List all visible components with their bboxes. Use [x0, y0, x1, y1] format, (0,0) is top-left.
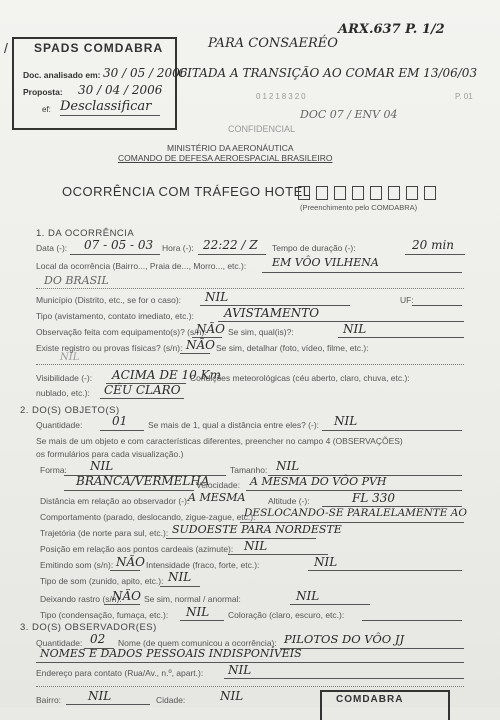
type-label: Tipo (avistamento, contato imediato, etc.): [36, 311, 194, 321]
speed-value: A MESMA DO VÔO PVH [250, 475, 387, 488]
time-label: Hora (-): [162, 243, 194, 253]
multiple-objects-note-cont: os formulários para cada visualização.) [36, 449, 184, 459]
weather-label-cont: nublado, etc.): [36, 388, 90, 398]
uf-label: UF: [400, 295, 414, 305]
evidence-detail-label: Se sim, detalhar (foto, vídeo, filme, etc.): [216, 343, 369, 353]
position-value: NIL [244, 539, 268, 553]
intensity-label: Intensidade (fraco, forte, etc.): [146, 560, 260, 570]
behavior-label: Comportamento (parado, deslocando, zigue-zague, etc.): [40, 512, 256, 522]
stamp-ghost-page: P. 01 [455, 92, 473, 101]
section-3-title: 3. DO(S) OBSERVADOR(ES) [20, 622, 157, 633]
location-value: EM VÔO VILHENA [272, 256, 379, 269]
section-2-title: 2. DO(S) OBJETO(S) [20, 405, 120, 416]
trail-value: NÃO [112, 589, 142, 603]
note-para-consaerea: PARA CONSAERÉO [208, 36, 338, 51]
fill-box-4 [352, 186, 364, 200]
city-value: NIL [220, 689, 244, 703]
fill-box-3 [334, 186, 346, 200]
observers-qty-value: 02 [90, 632, 106, 646]
duration-value: 20 min [412, 238, 455, 252]
quantity-value: 01 [112, 414, 128, 428]
trail-type-value: NIL [296, 589, 320, 603]
neighborhood-label: Bairro: [36, 695, 62, 705]
location-label: Local da ocorrência (Bairro..., Praia de..., Morro..., etc.): [36, 261, 247, 271]
location-value-cont: DO BRASIL [44, 274, 109, 287]
fill-box-5 [370, 186, 382, 200]
archive-reference: ARX.637 P. 1/2 [338, 22, 445, 37]
observer-name-label: Nome (de quem comunicou a ocorrência): [118, 638, 277, 648]
quantity-label: Quantidade: [36, 420, 83, 430]
observer-name-cont: NOMES E DADOS PESSOAIS INDISPONÍVEIS [40, 647, 302, 660]
sound-type-value: NIL [168, 570, 192, 584]
stamp-analyzed-date: 30 / 05 / 2006 [103, 66, 188, 80]
coloring-label: Coloração (claro, escuro, etc.): [228, 610, 345, 620]
municipality-value: NIL [205, 290, 229, 304]
note-doc-envio: DOC 07 / ENV 04 [300, 108, 398, 121]
visibility-label: Visibilidade (-): [36, 373, 93, 383]
time-value: 22:22 / Z [203, 238, 258, 252]
distance-observer-label: Distância em relação ao observador (-): [40, 496, 190, 506]
evidence-label: Existe registro ou provas físicas? (s/n): [36, 343, 183, 353]
speed-label: Velocidade: [196, 480, 240, 490]
bottom-stamp-text: COMDABRA [336, 694, 404, 705]
weather-value: CÉU CLARO [104, 383, 181, 397]
neighborhood-value: NIL [88, 689, 112, 703]
trail-label: Deixando rastro (s/n): [40, 594, 122, 604]
date-value: 07 - 05 - 03 [84, 238, 154, 252]
altitude-value: FL 330 [352, 491, 396, 505]
trail-kind-value: NIL [186, 605, 210, 619]
date-label: Data (-): [36, 243, 68, 253]
stamp-ghost-number: 01218320 [256, 92, 308, 101]
fill-box-7 [406, 186, 418, 200]
fill-box-6 [388, 186, 400, 200]
size-label: Tamanho: [230, 465, 268, 475]
equipment-which-label: Se sim, qual(is)?: [228, 327, 294, 337]
stamp-signature-prefix: ef: [42, 105, 51, 114]
stamp-proposal-date: 30 / 04 / 2006 [78, 83, 163, 97]
distance-observer-value: A MESMA [188, 491, 246, 504]
sound-label: Emitindo som (s/n): [40, 560, 114, 570]
observers-qty-label: Quantidade: [36, 638, 83, 648]
confidential-mark: CONFIDENCIAL [228, 124, 296, 134]
form-title: OCORRÊNCIA COM TRÁFEGO HOTEL [62, 184, 311, 199]
stamp-proposal-label: Proposta: [23, 87, 63, 97]
direction-value: SUDOESTE PARA NORDESTE [172, 523, 342, 536]
equipment-label: Observação feita com equipamento(s)? (s/n): [36, 327, 207, 337]
distance-value: NIL [334, 414, 358, 428]
duration-label: Tempo de duração (-): [272, 243, 356, 253]
color-value: BRANCA/VERMELHA [76, 474, 210, 488]
corner-mark: / [4, 40, 8, 56]
stamp-signature: Desclassificar [60, 99, 152, 114]
equipment-which-value: NIL [343, 322, 367, 336]
city-label: Cidade: [156, 695, 186, 705]
stamp-analyzed-label: Doc. analisado em: [23, 70, 101, 80]
position-label: Posição em relação aos pontos cardeais (azimute): [40, 544, 234, 554]
size-value: NIL [276, 459, 300, 473]
trail-kind-label: Tipo (condensação, fumaça, etc.): [40, 610, 169, 620]
distance-label: Se mais de 1, qual a distância entre eles? (-): [148, 420, 320, 430]
type-value: AVISTAMENTO [224, 306, 320, 320]
evidence-detail-value: NIL [60, 352, 80, 363]
intensity-value: NIL [314, 555, 338, 569]
contact-address-label: Endereço para contato (Rua/Av., n.º, apart.): [36, 668, 204, 678]
stamp-title: SPADS COMDABRA [34, 41, 164, 55]
section-1-title: 1. DA OCORRÊNCIA [36, 228, 135, 239]
behavior-value: DESLOCANDO-SE PARALELAMENTE AO [244, 507, 467, 519]
command-title: COMANDO DE DEFESA AEROESPACIAL BRASILEIRO [118, 153, 333, 163]
direction-label: Trajetória (de norte para sul, etc.): [40, 528, 169, 538]
ministry-title: MINISTÉRIO DA AERONÁUTICA [167, 143, 294, 153]
altitude-label: Altitude (-): [268, 496, 310, 506]
weather-label: Condições meteorológicas (céu aberto, claro, chuva, etc.): [190, 373, 410, 383]
fill-box-2 [316, 186, 328, 200]
note-citada: CITADA A TRANSIÇÃO AO COMAR EM 13/06/03 [178, 66, 478, 80]
fill-box-1 [298, 186, 310, 200]
visibility-value: ACIMA DE 10 Km [112, 368, 221, 382]
sound-type-label: Tipo de som (zunido, apito, etc.): [40, 576, 164, 586]
evidence-value: NÃO [186, 338, 216, 352]
municipality-label: Município (Distrito, etc., se for o caso): [36, 295, 182, 305]
equipment-value: NÃO [196, 322, 226, 336]
contact-address-value: NIL [228, 663, 252, 677]
fill-box-8 [424, 186, 436, 200]
observer-name-value: PILOTOS DO VÔO JJ [284, 632, 405, 646]
fill-note: (Preenchimento pelo COMDABRA) [300, 203, 418, 212]
multiple-objects-note: Se mais de um objeto e com características diferentes, preencher no campo 4 (OBSERVAÇÕES) [36, 436, 403, 446]
sound-value: NÃO [116, 555, 146, 569]
trail-type-label: Se sim, normal / anormal: [144, 594, 241, 604]
shape-value: NIL [90, 459, 114, 473]
shape-label: Forma: [40, 465, 67, 475]
